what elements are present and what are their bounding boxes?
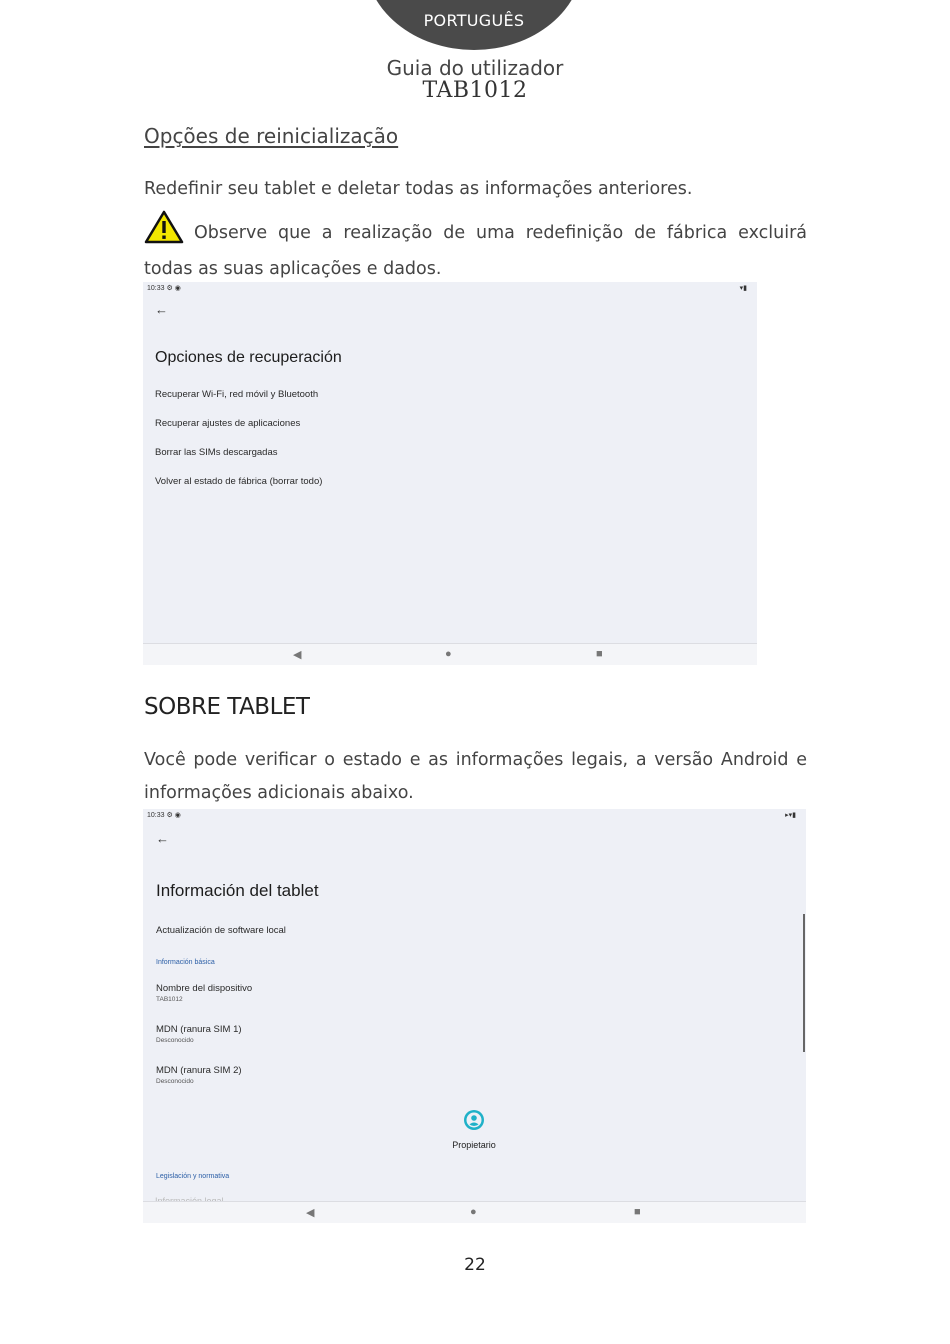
status-bar-time: 10:33 ⚙ ◉ [147,285,181,292]
guide-title: Guia do utilizador [386,56,564,80]
owner-label: Propietario [452,1140,496,1150]
nav-back-icon[interactable]: ◀ [306,1207,315,1219]
mdn-sim2-value: Desconocido [156,1078,194,1085]
reset-intro-text: Redefinir seu tablet e deletar todas as informações anteriores. [144,179,693,199]
device-name-item[interactable]: Nombre del dispositivo [156,983,253,994]
model-name: TAB1012 [422,78,528,103]
back-arrow-icon[interactable]: ← [155,302,168,317]
nav-recents-icon[interactable]: ■ [634,1206,641,1218]
about-tablet-text: Você pode verificar o estado e as informações legais, a versão Android e informações adicionais abaixo. [144,750,807,803]
tablet-info-title: Información del tablet [156,881,319,900]
navigation-bar [143,643,757,665]
menu-item-factory-reset[interactable]: Volver al estado de fábrica (borrar todo) [155,476,323,487]
about-tablet-heading: SOBRE TABLET [144,694,310,720]
mdn-sim1-value: Desconocido [156,1037,194,1044]
basic-info-category: Información básica [156,959,215,966]
status-icons: ▾▮ [739,285,747,292]
nav-back-icon[interactable]: ◀ [293,649,302,661]
legal-category: Legislación y normativa [156,1173,230,1180]
warning-text: Observe que a realização de uma redefinição de fábrica excluirá todas as suas aplicações e dados. [144,223,807,279]
recovery-options-title: Opciones de recuperación [155,349,342,366]
mdn-sim2-item[interactable]: MDN (ranura SIM 2) [156,1065,242,1076]
mdn-sim1-item[interactable]: MDN (ranura SIM 1) [156,1024,242,1035]
menu-item-reset-app-prefs[interactable]: Recuperar ajustes de aplicaciones [155,418,301,429]
warning-triangle-icon [144,210,184,244]
device-name-value: TAB1012 [156,996,183,1003]
navigation-bar [143,1201,806,1223]
warning-paragraph [144,210,807,287]
status-icons: ▸▾▮ [785,812,796,819]
nav-home-icon[interactable]: ● [445,648,452,660]
nav-recents-icon[interactable]: ■ [596,648,603,660]
language-tab: PORTUGUÊS [365,0,583,50]
scrollbar[interactable] [803,914,805,1052]
recovery-options-screenshot [143,282,757,665]
reset-options-heading: Opções de reinicialização [144,124,399,148]
owner-avatar-icon[interactable] [463,1109,485,1131]
back-arrow-icon[interactable]: ← [156,831,169,846]
nav-home-icon[interactable]: ● [470,1206,477,1218]
tablet-info-screenshot [143,809,806,1223]
status-bar-time: 10:33 ⚙ ◉ [147,812,181,819]
menu-item-erase-sims[interactable]: Borrar las SIMs descargadas [155,447,278,458]
page-number: 22 [464,1255,486,1275]
menu-item-reset-network[interactable]: Recuperar Wi-Fi, red móvil y Bluetooth [155,389,319,400]
software-update-item[interactable]: Actualización de software local [156,925,286,936]
